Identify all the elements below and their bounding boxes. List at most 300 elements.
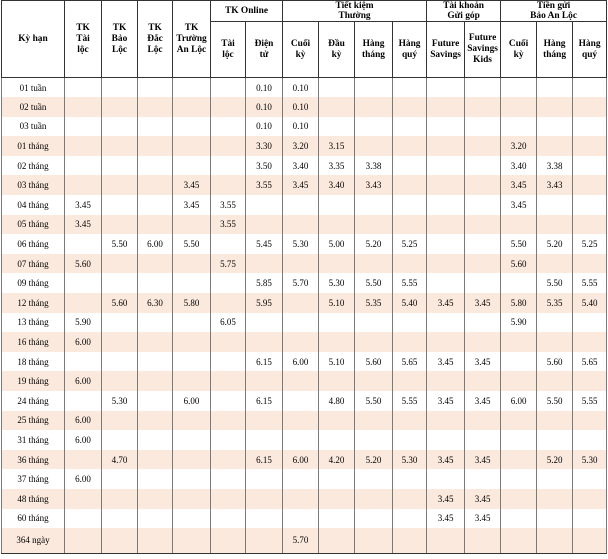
rate-cell-future-savings-kids: [465, 78, 501, 98]
rate-cell-tk-dac-loc: 6.00: [138, 234, 173, 254]
rate-cell-thuong-cuoi-ky: 3.40: [283, 156, 319, 176]
rate-cell-future-savings: [427, 195, 465, 215]
rate-cell-future-savings-kids: [465, 234, 501, 254]
rate-cell-bao-an-loc-hang-quy: [573, 97, 607, 117]
rate-cell-thuong-cuoi-ky: [283, 195, 319, 215]
rate-cell-future-savings: [427, 97, 465, 117]
rate-cell-online-dien-tu: 0.10: [246, 97, 283, 117]
rate-cell-tk-dac-loc: [138, 273, 173, 293]
rate-cell-bao-an-loc-cuoi-ky: 5.60: [501, 254, 537, 274]
header-thuong-dau-ky: Đầu kỳ: [319, 22, 355, 78]
rate-cell-thuong-hang-quy: [393, 215, 427, 235]
rate-cell-tk-tai-loc: [65, 117, 102, 137]
rate-cell-online-dien-tu: [246, 215, 283, 235]
term-cell: 07 tháng: [2, 254, 65, 274]
header-thuong-hang-thang: Hàng tháng: [355, 22, 393, 78]
rate-cell-bao-an-loc-hang-thang: [537, 254, 573, 274]
rate-cell-bao-an-loc-cuoi-ky: [501, 273, 537, 293]
header-tk-tai-loc: TK Tài lộc: [65, 1, 102, 78]
header-thuong-cuoi-ky: Cuối kỳ: [283, 22, 319, 78]
header-row-groups: [2, 1, 607, 22]
rate-cell-thuong-hang-thang: [355, 332, 393, 352]
rate-cell-tk-tai-loc: [65, 450, 102, 470]
rate-cell-bao-an-loc-hang-thang: 3.43: [537, 175, 573, 195]
rate-cell-bao-an-loc-hang-thang: 5.50: [537, 273, 573, 293]
rate-cell-future-savings-kids: 3.45: [465, 352, 501, 372]
rate-cell-tk-bao-loc: [102, 195, 138, 215]
rate-cell-online-tai-loc: 3.55: [211, 215, 246, 235]
rate-cell-future-savings-kids: [465, 97, 501, 117]
rate-cell-bao-an-loc-hang-quy: [573, 528, 607, 553]
rate-cell-tk-tai-loc: 6.00: [65, 371, 102, 391]
rate-cell-tk-bao-loc: 5.60: [102, 293, 138, 313]
rate-cell-thuong-cuoi-ky: 0.10: [283, 117, 319, 137]
rate-cell-future-savings: [427, 117, 465, 137]
rate-cell-tk-truong-an-loc: 5.50: [173, 234, 211, 254]
rate-cell-thuong-hang-thang: [355, 195, 393, 215]
rate-cell-thuong-cuoi-ky: [283, 313, 319, 333]
rate-cell-future-savings: [427, 411, 465, 431]
rate-cell-online-tai-loc: [211, 450, 246, 470]
term-cell: 03 tuần: [2, 117, 65, 137]
term-cell: 01 tuần: [2, 78, 65, 98]
rate-cell-tk-bao-loc: [102, 489, 138, 509]
rate-cell-tk-tai-loc: [65, 528, 102, 553]
rate-cell-thuong-cuoi-ky: [283, 430, 319, 450]
rate-cell-online-tai-loc: [211, 352, 246, 372]
rate-cell-future-savings-kids: 3.45: [465, 391, 501, 411]
rate-cell-future-savings: [427, 313, 465, 333]
rate-cell-tk-bao-loc: [102, 352, 138, 372]
rate-cell-thuong-hang-quy: [393, 332, 427, 352]
rate-cell-tk-tai-loc: 5.60: [65, 254, 102, 274]
rate-cell-tk-dac-loc: [138, 450, 173, 470]
table-row: [2, 215, 607, 235]
term-cell: 06 tháng: [2, 234, 65, 254]
rate-cell-thuong-cuoi-ky: 5.70: [283, 528, 319, 553]
rate-cell-future-savings-kids: 3.45: [465, 489, 501, 509]
rate-cell-online-tai-loc: 3.55: [211, 195, 246, 215]
rate-cell-thuong-hang-quy: [393, 195, 427, 215]
rate-cell-thuong-cuoi-ky: 3.20: [283, 136, 319, 156]
rate-cell-online-tai-loc: 5.75: [211, 254, 246, 274]
term-cell: 09 tháng: [2, 273, 65, 293]
rate-cell-bao-an-loc-hang-quy: 5.65: [573, 352, 607, 372]
rate-cell-thuong-hang-thang: [355, 528, 393, 553]
rate-cell-thuong-hang-thang: [355, 469, 393, 489]
rate-cell-thuong-hang-thang: [355, 136, 393, 156]
rate-cell-tk-dac-loc: [138, 215, 173, 235]
rate-cell-thuong-hang-quy: [393, 509, 427, 529]
rate-cell-bao-an-loc-hang-quy: [573, 254, 607, 274]
rate-cell-bao-an-loc-hang-thang: [537, 469, 573, 489]
rate-cell-tk-truong-an-loc: [173, 411, 211, 431]
rate-cell-thuong-hang-quy: 5.55: [393, 391, 427, 411]
rate-cell-online-tai-loc: [211, 273, 246, 293]
rate-cell-online-dien-tu: [246, 430, 283, 450]
rate-cell-tk-bao-loc: [102, 371, 138, 391]
rate-cell-tk-dac-loc: [138, 391, 173, 411]
rate-cell-tk-tai-loc: [65, 489, 102, 509]
rate-cell-tk-dac-loc: [138, 469, 173, 489]
rate-cell-bao-an-loc-hang-quy: 5.25: [573, 234, 607, 254]
rate-cell-future-savings-kids: [465, 156, 501, 176]
rate-cell-tk-tai-loc: [65, 175, 102, 195]
table-row: [2, 273, 607, 293]
rate-cell-online-tai-loc: [211, 469, 246, 489]
rate-cell-tk-dac-loc: [138, 156, 173, 176]
rate-cell-bao-an-loc-hang-quy: [573, 175, 607, 195]
rate-cell-thuong-hang-quy: 5.65: [393, 352, 427, 372]
table-row: [2, 234, 607, 254]
rate-cell-online-tai-loc: [211, 234, 246, 254]
header-tk-dac-loc: TK Đắc Lộc: [138, 1, 173, 78]
rate-cell-tk-truong-an-loc: [173, 136, 211, 156]
rate-cell-bao-an-loc-hang-thang: [537, 332, 573, 352]
rate-cell-thuong-dau-ky: [319, 313, 355, 333]
rate-cell-tk-tai-loc: 6.00: [65, 332, 102, 352]
term-cell: 19 tháng: [2, 371, 65, 391]
rate-cell-tk-bao-loc: [102, 156, 138, 176]
rate-cell-bao-an-loc-cuoi-ky: [501, 450, 537, 470]
rate-cell-tk-tai-loc: [65, 391, 102, 411]
header-bao-an-loc-cuoi-ky: Cuối kỳ: [501, 22, 537, 78]
rate-cell-tk-bao-loc: [102, 78, 138, 98]
rate-cell-thuong-hang-thang: [355, 489, 393, 509]
rate-cell-thuong-hang-quy: [393, 430, 427, 450]
rate-cell-thuong-dau-ky: 5.30: [319, 273, 355, 293]
rate-cell-thuong-dau-ky: [319, 411, 355, 431]
term-cell: 02 tuần: [2, 97, 65, 117]
table-row: [2, 371, 607, 391]
rate-cell-thuong-hang-quy: 5.25: [393, 234, 427, 254]
rate-cell-bao-an-loc-hang-thang: [537, 78, 573, 98]
table-row: [2, 430, 607, 450]
rate-cell-thuong-hang-thang: [355, 215, 393, 235]
rate-cell-thuong-dau-ky: 4.20: [319, 450, 355, 470]
table-row: [2, 175, 607, 195]
rate-cell-thuong-hang-quy: 5.55: [393, 273, 427, 293]
term-cell: 12 tháng: [2, 293, 65, 313]
rate-cell-thuong-cuoi-ky: 0.10: [283, 78, 319, 98]
header-bao-an-loc-hang-thang: Hàng tháng: [537, 22, 573, 78]
rate-cell-bao-an-loc-hang-thang: [537, 371, 573, 391]
rate-cell-thuong-hang-thang: [355, 78, 393, 98]
rate-cell-tk-dac-loc: [138, 509, 173, 529]
rate-cell-tk-truong-an-loc: [173, 254, 211, 274]
rate-cell-bao-an-loc-hang-thang: 5.50: [537, 391, 573, 411]
rate-cell-future-savings: 3.45: [427, 489, 465, 509]
rate-cell-online-tai-loc: 6.05: [211, 313, 246, 333]
rate-cell-thuong-dau-ky: [319, 78, 355, 98]
rate-cell-thuong-hang-thang: 5.50: [355, 273, 393, 293]
rate-cell-thuong-dau-ky: 3.35: [319, 156, 355, 176]
rate-cell-tk-dac-loc: [138, 411, 173, 431]
rate-cell-online-dien-tu: [246, 509, 283, 529]
rate-cell-thuong-dau-ky: [319, 528, 355, 553]
rate-cell-thuong-dau-ky: [319, 332, 355, 352]
rate-cell-bao-an-loc-hang-thang: [537, 489, 573, 509]
rate-cell-thuong-hang-quy: [393, 313, 427, 333]
rate-cell-tk-truong-an-loc: [173, 371, 211, 391]
rate-cell-bao-an-loc-hang-thang: [537, 97, 573, 117]
rate-cell-online-dien-tu: 0.10: [246, 78, 283, 98]
rate-cell-thuong-hang-thang: [355, 117, 393, 137]
rate-cell-thuong-hang-thang: 5.35: [355, 293, 393, 313]
term-cell: 31 tháng: [2, 430, 65, 450]
rate-cell-future-savings: [427, 371, 465, 391]
term-cell: 25 tháng: [2, 411, 65, 431]
rate-cell-online-tai-loc: [211, 97, 246, 117]
rate-cell-tk-bao-loc: [102, 313, 138, 333]
table-row: [2, 97, 607, 117]
rate-cell-bao-an-loc-cuoi-ky: [501, 528, 537, 553]
rate-cell-tk-truong-an-loc: 3.45: [173, 175, 211, 195]
rate-cell-bao-an-loc-hang-thang: 5.20: [537, 450, 573, 470]
rate-cell-thuong-cuoi-ky: [283, 411, 319, 431]
rate-cell-tk-truong-an-loc: [173, 332, 211, 352]
interest-rate-table: [1, 0, 607, 554]
rate-cell-future-savings-kids: [465, 528, 501, 553]
rate-cell-tk-tai-loc: [65, 136, 102, 156]
rate-cell-bao-an-loc-cuoi-ky: 5.50: [501, 234, 537, 254]
rate-cell-thuong-dau-ky: [319, 195, 355, 215]
rate-cell-future-savings-kids: [465, 371, 501, 391]
rate-cell-thuong-hang-quy: [393, 97, 427, 117]
table-row: [2, 156, 607, 176]
rate-cell-bao-an-loc-cuoi-ky: [501, 509, 537, 529]
rate-cell-online-dien-tu: 3.30: [246, 136, 283, 156]
rate-cell-thuong-dau-ky: [319, 254, 355, 274]
rate-cell-tk-tai-loc: [65, 97, 102, 117]
rate-cell-thuong-hang-quy: [393, 411, 427, 431]
rate-cell-tk-truong-an-loc: [173, 489, 211, 509]
rate-cell-tk-truong-an-loc: [173, 97, 211, 117]
rate-cell-bao-an-loc-cuoi-ky: 3.45: [501, 195, 537, 215]
rate-cell-online-dien-tu: [246, 254, 283, 274]
rate-cell-bao-an-loc-hang-quy: [573, 332, 607, 352]
rate-cell-tk-tai-loc: [65, 352, 102, 372]
table-row: [2, 136, 607, 156]
rate-cell-thuong-hang-thang: [355, 371, 393, 391]
rate-cell-tk-tai-loc: [65, 156, 102, 176]
header-term: Kỳ hạn: [2, 1, 65, 78]
rate-cell-tk-bao-loc: [102, 469, 138, 489]
rate-cell-tk-bao-loc: [102, 332, 138, 352]
rate-cell-future-savings: [427, 528, 465, 553]
table-row: [2, 411, 607, 431]
term-cell: 05 tháng: [2, 215, 65, 235]
rate-cell-tk-bao-loc: [102, 430, 138, 450]
rate-cell-tk-truong-an-loc: [173, 78, 211, 98]
rate-cell-bao-an-loc-hang-thang: [537, 215, 573, 235]
term-cell: 16 tháng: [2, 332, 65, 352]
rate-cell-thuong-dau-ky: [319, 469, 355, 489]
rate-cell-thuong-cuoi-ky: 0.10: [283, 97, 319, 117]
rate-cell-tk-dac-loc: [138, 313, 173, 333]
rate-cell-future-savings-kids: 3.45: [465, 450, 501, 470]
rate-cell-thuong-dau-ky: 5.10: [319, 352, 355, 372]
rate-cell-future-savings: 3.45: [427, 450, 465, 470]
rate-cell-tk-dac-loc: [138, 136, 173, 156]
rate-cell-bao-an-loc-hang-quy: [573, 469, 607, 489]
rate-cell-bao-an-loc-hang-quy: [573, 489, 607, 509]
table-row: [2, 332, 607, 352]
header-group-tai-khoan-gui-gop: Tài khoản Gửi góp: [427, 1, 501, 22]
rate-cell-online-dien-tu: 6.15: [246, 450, 283, 470]
rate-cell-thuong-hang-thang: 5.20: [355, 234, 393, 254]
rate-cell-tk-tai-loc: 5.90: [65, 313, 102, 333]
rate-cell-thuong-cuoi-ky: [283, 391, 319, 411]
rate-cell-thuong-hang-quy: [393, 371, 427, 391]
rate-cell-bao-an-loc-hang-thang: 5.35: [537, 293, 573, 313]
rate-cell-bao-an-loc-hang-quy: [573, 117, 607, 137]
header-thuong-hang-quy: Hàng quý: [393, 22, 427, 78]
rate-cell-future-savings-kids: [465, 215, 501, 235]
rate-cell-thuong-hang-thang: 3.38: [355, 156, 393, 176]
rate-cell-future-savings-kids: [465, 273, 501, 293]
rate-cell-thuong-cuoi-ky: [283, 509, 319, 529]
rate-cell-tk-dac-loc: [138, 371, 173, 391]
rate-cell-thuong-cuoi-ky: [283, 215, 319, 235]
rate-cell-bao-an-loc-hang-thang: [537, 509, 573, 529]
rate-cell-bao-an-loc-hang-quy: 5.55: [573, 273, 607, 293]
rate-cell-online-dien-tu: [246, 489, 283, 509]
rate-cell-tk-truong-an-loc: [173, 528, 211, 553]
rate-cell-thuong-hang-thang: 5.50: [355, 391, 393, 411]
rate-cell-future-savings: [427, 469, 465, 489]
rate-cell-online-tai-loc: [211, 175, 246, 195]
rate-cell-online-dien-tu: [246, 313, 283, 333]
table-row: [2, 254, 607, 274]
rate-cell-future-savings-kids: [465, 411, 501, 431]
table-row: [2, 469, 607, 489]
rate-cell-tk-dac-loc: 6.30: [138, 293, 173, 313]
rate-cell-future-savings-kids: [465, 332, 501, 352]
header-online-tai-loc: Tài lộc: [211, 22, 246, 78]
rate-cell-bao-an-loc-cuoi-ky: 5.80: [501, 293, 537, 313]
term-cell: 48 tháng: [2, 489, 65, 509]
rate-cell-future-savings: 3.45: [427, 391, 465, 411]
rate-cell-tk-truong-an-loc: [173, 215, 211, 235]
rate-cell-tk-truong-an-loc: [173, 430, 211, 450]
header-group-tk-online: TK Online: [211, 1, 283, 22]
rate-cell-bao-an-loc-hang-quy: [573, 136, 607, 156]
rate-cell-future-savings: [427, 234, 465, 254]
rate-cell-bao-an-loc-cuoi-ky: [501, 352, 537, 372]
rate-cell-tk-dac-loc: [138, 430, 173, 450]
rate-cell-future-savings: [427, 215, 465, 235]
rate-cell-tk-dac-loc: [138, 195, 173, 215]
rate-cell-thuong-cuoi-ky: 3.45: [283, 175, 319, 195]
table-row: [2, 195, 607, 215]
rate-cell-thuong-hang-thang: 5.20: [355, 450, 393, 470]
term-cell: 24 tháng: [2, 391, 65, 411]
term-cell: 04 tháng: [2, 195, 65, 215]
term-cell: 13 tháng: [2, 313, 65, 333]
table-header: [2, 1, 607, 78]
rate-cell-bao-an-loc-hang-quy: [573, 411, 607, 431]
rate-cell-online-dien-tu: 6.15: [246, 352, 283, 372]
rate-cell-thuong-hang-thang: [355, 97, 393, 117]
rate-cell-tk-bao-loc: [102, 509, 138, 529]
rate-cell-future-savings: [427, 430, 465, 450]
rate-cell-thuong-dau-ky: 3.15: [319, 136, 355, 156]
rate-cell-tk-tai-loc: [65, 273, 102, 293]
rate-cell-thuong-hang-quy: 5.30: [393, 450, 427, 470]
rate-cell-tk-truong-an-loc: [173, 313, 211, 333]
rate-cell-bao-an-loc-cuoi-ky: [501, 371, 537, 391]
table-row: [2, 313, 607, 333]
rate-cell-thuong-dau-ky: 5.00: [319, 234, 355, 254]
rate-cell-tk-truong-an-loc: [173, 156, 211, 176]
rate-cell-bao-an-loc-hang-thang: [537, 430, 573, 450]
rate-cell-thuong-hang-thang: [355, 313, 393, 333]
rate-cell-thuong-hang-quy: 5.40: [393, 293, 427, 313]
rate-cell-bao-an-loc-cuoi-ky: [501, 97, 537, 117]
rate-cell-thuong-dau-ky: [319, 509, 355, 529]
rate-cell-bao-an-loc-hang-quy: [573, 371, 607, 391]
rate-cell-bao-an-loc-hang-quy: [573, 430, 607, 450]
header-group-tiet-kiem-thuong: Tiết kiệm Thường: [283, 1, 427, 22]
rate-cell-online-dien-tu: [246, 195, 283, 215]
rate-cell-bao-an-loc-cuoi-ky: [501, 411, 537, 431]
rate-cell-tk-truong-an-loc: [173, 469, 211, 489]
rate-cell-future-savings: 3.45: [427, 293, 465, 313]
rate-cell-online-dien-tu: 5.95: [246, 293, 283, 313]
rate-cell-tk-bao-loc: [102, 215, 138, 235]
rate-cell-bao-an-loc-hang-thang: 5.60: [537, 352, 573, 372]
rate-cell-thuong-dau-ky: [319, 117, 355, 137]
rate-cell-thuong-hang-quy: [393, 528, 427, 553]
rate-cell-thuong-cuoi-ky: [283, 254, 319, 274]
rate-cell-online-tai-loc: [211, 430, 246, 450]
rate-cell-online-tai-loc: [211, 332, 246, 352]
rate-cell-online-tai-loc: [211, 509, 246, 529]
rate-cell-online-dien-tu: 3.50: [246, 156, 283, 176]
term-cell: 60 tháng: [2, 509, 65, 529]
rate-cell-future-savings: [427, 254, 465, 274]
rate-cell-thuong-hang-quy: [393, 254, 427, 274]
rate-cell-bao-an-loc-cuoi-ky: [501, 430, 537, 450]
rate-cell-bao-an-loc-cuoi-ky: [501, 117, 537, 137]
table-row: [2, 528, 607, 553]
rate-cell-bao-an-loc-hang-quy: [573, 195, 607, 215]
table-row: [2, 489, 607, 509]
rate-cell-bao-an-loc-hang-thang: [537, 136, 573, 156]
rate-cell-tk-tai-loc: 6.00: [65, 469, 102, 489]
header-tk-truong-an-loc: TK Trường An Lộc: [173, 1, 211, 78]
rate-cell-thuong-dau-ky: [319, 97, 355, 117]
header-bao-an-loc-hang-quy: Hàng quý: [573, 22, 607, 78]
rate-cell-online-dien-tu: [246, 411, 283, 431]
rate-cell-tk-dac-loc: [138, 352, 173, 372]
rate-cell-online-tai-loc: [211, 293, 246, 313]
rate-cell-online-tai-loc: [211, 411, 246, 431]
rate-cell-tk-tai-loc: 6.00: [65, 430, 102, 450]
rate-cell-bao-an-loc-cuoi-ky: [501, 489, 537, 509]
rate-cell-bao-an-loc-cuoi-ky: [501, 215, 537, 235]
rate-cell-future-savings: [427, 156, 465, 176]
rate-cell-future-savings-kids: [465, 313, 501, 333]
rate-cell-tk-dac-loc: [138, 332, 173, 352]
rate-cell-online-dien-tu: 3.55: [246, 175, 283, 195]
table-row: [2, 352, 607, 372]
rate-cell-bao-an-loc-hang-quy: [573, 215, 607, 235]
rate-cell-tk-truong-an-loc: [173, 117, 211, 137]
rate-cell-tk-bao-loc: 5.30: [102, 391, 138, 411]
rate-cell-online-dien-tu: 6.15: [246, 391, 283, 411]
